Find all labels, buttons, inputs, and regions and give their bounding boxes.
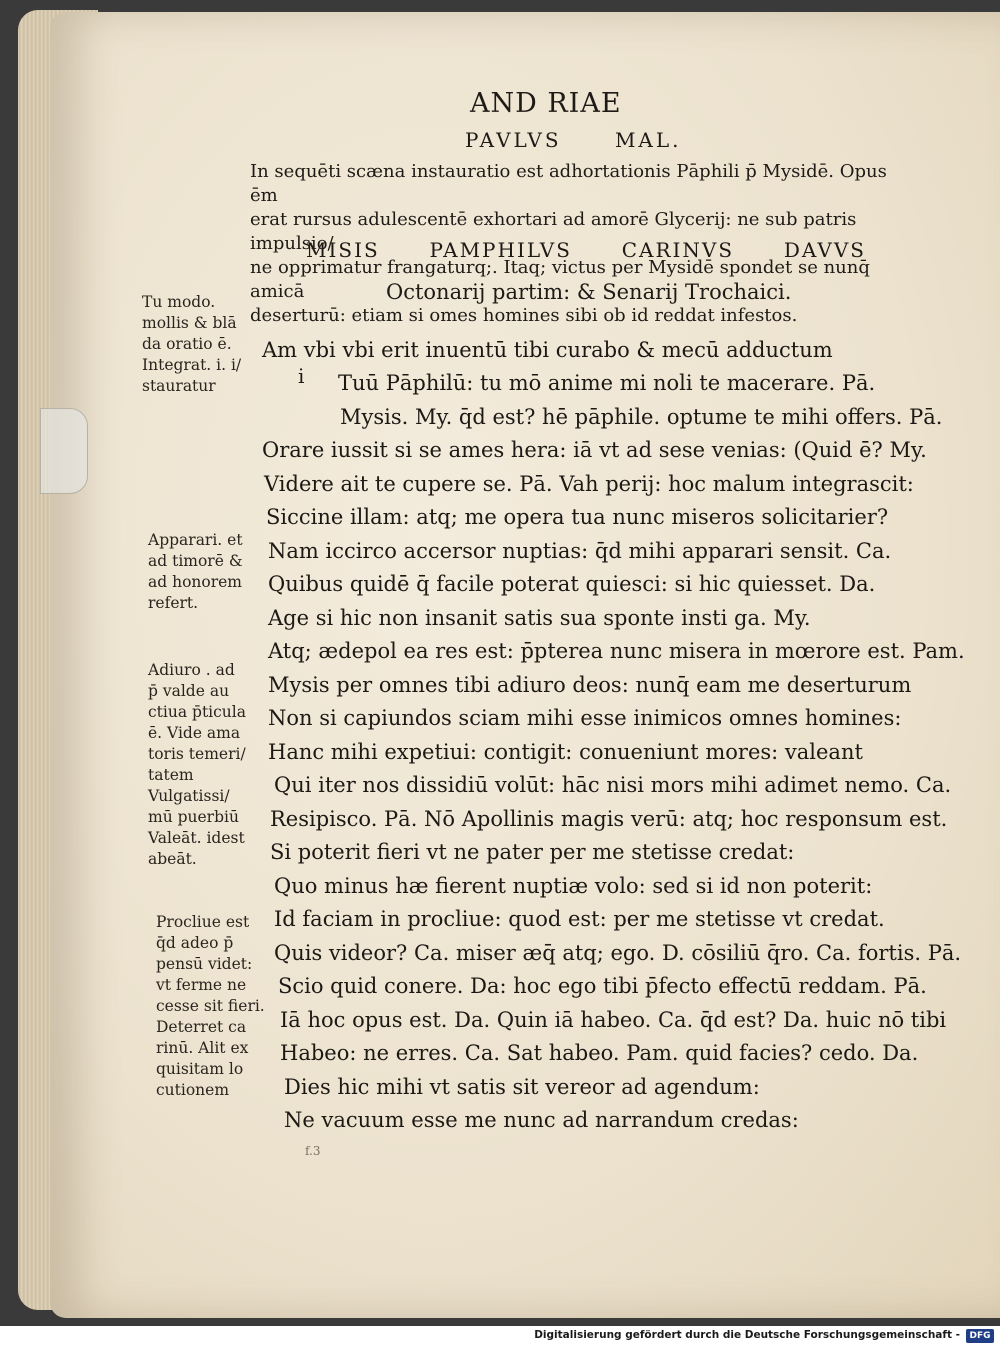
- gloss-line: quisitam lo: [156, 1060, 244, 1078]
- argument-line: deserturū: etiam si omes homines sibi ob id reddat infestos.: [250, 305, 798, 326]
- verse-line: Habeo: ne erres. Ca. Sat habeo. Pam. quid facies? cedo. Da.: [280, 1041, 919, 1065]
- running-heading: AND RIAE: [470, 88, 622, 119]
- commentator-name: PAVLVS: [465, 128, 562, 152]
- speaker-name: MISIS: [306, 238, 380, 262]
- gloss-line: Valeāt. idest: [148, 829, 245, 847]
- gloss-line: pensū videt:: [156, 955, 253, 973]
- gloss-line: p̄ valde au: [148, 682, 230, 700]
- gloss-line: rinū. Alit ex: [156, 1039, 249, 1057]
- speaker-name: CARINVS: [621, 238, 735, 262]
- gloss-line: stauratur: [142, 377, 216, 395]
- gloss-line: Deterret ca: [156, 1018, 247, 1036]
- gloss-line: toris temeri/: [148, 745, 246, 763]
- gloss-line: ctiua p̄ticula: [148, 703, 246, 721]
- gloss-line: Vulgatissi/: [148, 787, 230, 805]
- speaker-list: [306, 238, 866, 262]
- verse-line: Orare iussit si se ames hera: iā vt ad sese venias: (Quid ē? My.: [262, 438, 927, 462]
- gloss-line: Procliue est: [156, 913, 250, 931]
- verse-line: Quis videor? Ca. miser æq̄ atq; ego. D. cōsiliū q̄ro. Ca. fortis. Pā.: [274, 940, 962, 965]
- gloss-line: refert.: [148, 594, 199, 612]
- speaker-name: DAVVS: [783, 238, 866, 262]
- gloss-line: ad honorem: [148, 573, 242, 591]
- verse-line: Qui iter nos dissidiū volūt: hāc nisi mors mihi adimet nemo. Ca.: [274, 773, 952, 797]
- verse-line: Dies hic mihi vt satis sit vereor ad agendum:: [284, 1074, 760, 1099]
- gloss-line: ad timorē &: [148, 552, 243, 570]
- verse-line: Iā hoc opus est. Da. Quin iā habeo. Ca. q̄d est? Da. huic nō tibi: [280, 1007, 947, 1032]
- verse-line: Id faciam in procliue: quod est: per me stetisse vt credat.: [274, 907, 885, 931]
- line-marker: i: [298, 364, 305, 388]
- verse-line: Resipisco. Pā. Nō Apollinis magis verū: atq; hoc responsum est.: [270, 806, 948, 831]
- gloss-line: mū puerbiū: [148, 808, 239, 826]
- funding-credit: Digitalisierung gefördert durch die Deutsche Forschungsgemeinschaft -: [534, 1329, 960, 1341]
- verse-line: Am vbi vbi erit inuentū tibi curabo & mecū adductum: [262, 337, 833, 362]
- verse-line: Hanc mihi expetiui: contigit: conueniunt mores: valeant: [268, 739, 863, 764]
- verse-line: Mysis per omnes tibi adiuro deos: nunq̄ eam me deserturum: [268, 672, 912, 697]
- commentator-line: [465, 128, 726, 152]
- gloss-line: mollis & blā: [142, 314, 237, 332]
- marginal-gloss: [148, 530, 266, 614]
- gloss-line: Adiuro . ad: [148, 661, 235, 679]
- verse-line: Scio quid conere. Da: hoc ego tibi p̄fecto effectū reddam. Pā.: [278, 974, 927, 998]
- gloss-line: vt ferme ne: [156, 976, 247, 994]
- folio-mark: f.3: [305, 1144, 321, 1158]
- meter-note: Octonarij partim: & Senarij Trochaici.: [386, 280, 792, 304]
- gloss-line: tatem: [148, 766, 194, 784]
- gloss-line: Integrat. i. i/: [142, 356, 242, 374]
- verse-line: Age si hic non insanit satis sua sponte insti ga. My.: [268, 605, 811, 630]
- gloss-line: q̄d adeo p̄: [156, 934, 234, 952]
- dfg-logo-icon: DFG: [966, 1329, 994, 1343]
- verse-line: Videre ait te cupere se. Pā. Vah perij: hoc malum integrascit:: [264, 471, 914, 496]
- verse-line: Siccine illam: atq; me opera tua nunc miseros solicitarier?: [266, 505, 889, 529]
- marginal-gloss: [156, 912, 274, 1101]
- clip-tab: [40, 408, 88, 494]
- argument-line: erat rursus adulescentē exhortari ad amorē Glycerij: ne sub patris impulsio/: [250, 209, 857, 254]
- gloss-line: ē. Vide ama: [148, 724, 241, 742]
- footer-bar: [0, 1326, 1000, 1346]
- verse-line: Atq; ædepol ea res est: p̄pterea nunc misera in mœrore est. Pam.: [268, 639, 965, 663]
- verse-line: Quo minus hæ fierent nuptiæ volo: sed si id non poterit:: [274, 873, 873, 898]
- speaker-name: PAMPHILVS: [429, 238, 572, 262]
- gloss-line: da oratio ē.: [142, 335, 232, 353]
- gloss-line: cesse sit fieri.: [156, 997, 265, 1015]
- verse-line: Quibus quidē q̄ facile poterat quiesci: si hic quiesset. Da.: [268, 572, 876, 596]
- marginal-gloss: [148, 660, 266, 870]
- gloss-line: cutionem: [156, 1081, 230, 1099]
- verse-line: Non si capiundos sciam mihi esse inimicos omnes homines:: [268, 706, 902, 730]
- gloss-line: Apparari. et: [148, 531, 243, 549]
- argument-line: ne opprimatur frangaturq;. Itaq; victus per Mysidē spondet se nunq̄ amicā: [250, 257, 870, 302]
- gloss-line: Tu modo.: [142, 293, 216, 311]
- verse-line: Tuū Pāphilū: tu mō anime mi noli te macerare. Pā.: [338, 371, 876, 395]
- argument-line: In sequēti scæna instauratio est adhortationis Pāphili p̄ Mysidē. Opus ēm: [250, 161, 887, 206]
- verse-line: Ne vacuum esse me nunc ad narrandum credas:: [284, 1108, 799, 1132]
- verse-line: Mysis. My. q̄d est? hē pāphile. optume te mihi offers. Pā.: [340, 404, 943, 429]
- gloss-line: abeāt.: [148, 850, 197, 868]
- verse-lines: [262, 300, 965, 1138]
- commentator-abbrev: MAL.: [614, 128, 682, 152]
- verse-line: Nam iccirco accersor nuptias: q̄d mihi apparari sensit. Ca.: [268, 538, 892, 563]
- verse-line: Si poterit fieri vt ne pater per me stetisse credat:: [270, 840, 795, 864]
- marginal-gloss: [142, 292, 260, 397]
